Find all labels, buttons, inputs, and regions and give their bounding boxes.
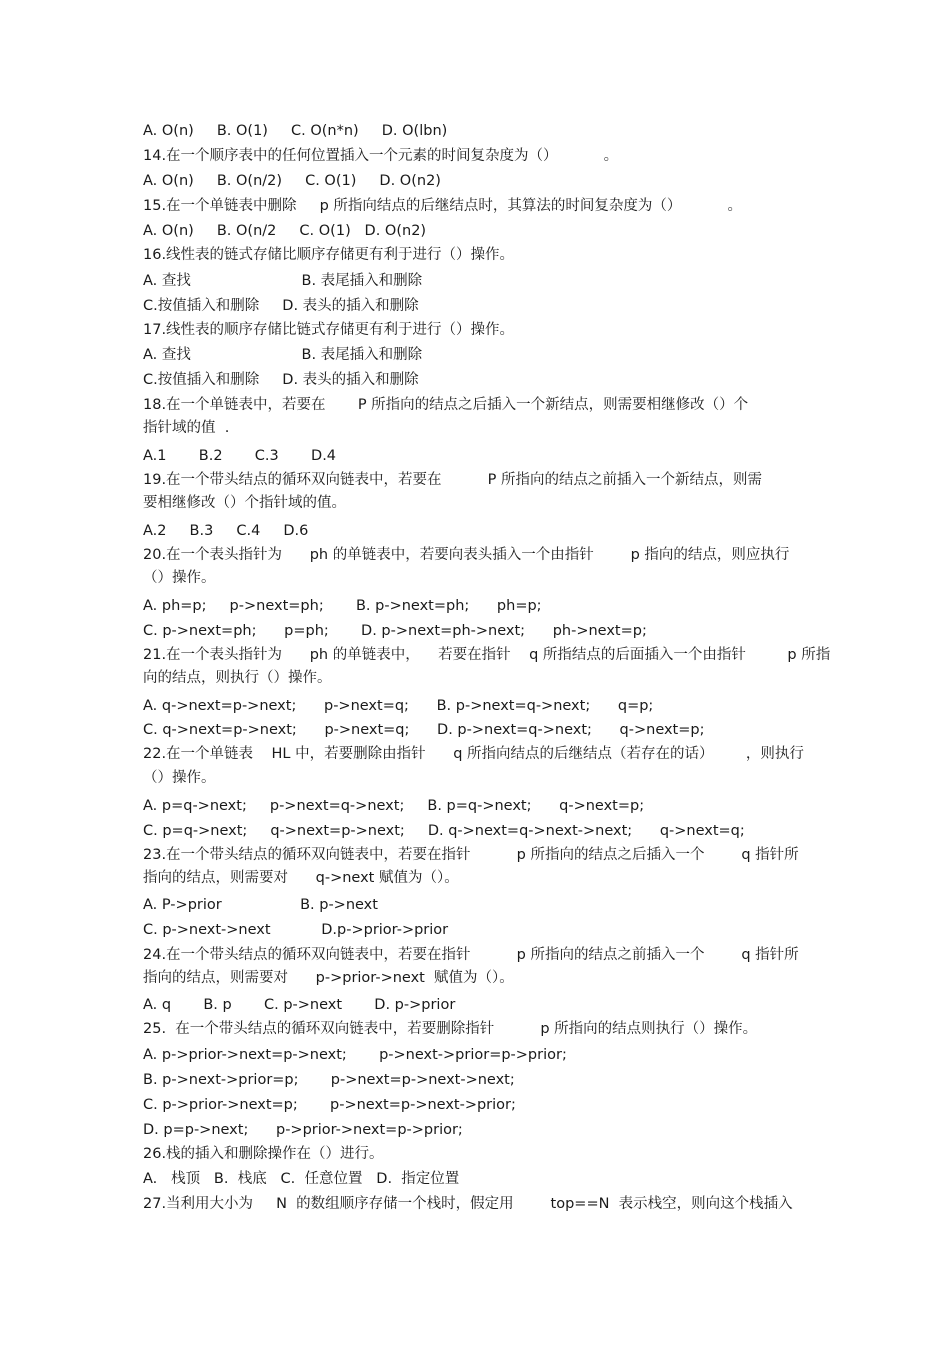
option-25-c: C. p->prior->next=p; p->next=p->next->prior; [143, 1097, 516, 1113]
question-14: 14.在一个顺序表中的任何位置插入一个元素的时间复杂度为（） 。 [143, 148, 619, 164]
options-22-cd: C. p=q->next; q->next=p->next; D. q->next=q->next->next; q->next=q; [143, 823, 745, 839]
options-17-ab: A. 查找 B. 表尾插入和删除 [143, 347, 423, 363]
text-line: A. O(n) B. O(1) C. O(n*n) D. O(lbn) [143, 123, 448, 139]
question-23: 23.在一个带头结点的循环双向链表中，若要在指针 p 所指向的结点之后插入一个 q 指针所 [143, 847, 799, 863]
question-18-cont: 指针域的值 . [143, 420, 230, 436]
question-24-cont: 指向的结点，则需要对 p->prior->next 赋值为（）。 [143, 970, 514, 986]
options-17-cd: C.按值插入和删除 D. 表头的插入和删除 [143, 372, 419, 388]
question-19: 19.在一个带头结点的循环双向链表中，若要在 P 所指向的结点之前插入一个新结点，则需 [143, 472, 763, 488]
options-18: A.1 B.2 C.3 D.4 [143, 448, 337, 464]
question-15: 15.在一个单链表中删除 p 所指向结点的后继结点时，其算法的时间复杂度为（） 。 [143, 198, 743, 214]
question-24: 24.在一个带头结点的循环双向链表中，若要在指针 p 所指向的结点之前插入一个 q 指针所 [143, 947, 799, 963]
options-26: A. 栈顶 B. 栈底 C. 任意位置 D. 指定位置 [143, 1171, 460, 1187]
options-20-cd: C. p->next=ph; p=ph; D. p->next=ph->next; ph->next=p; [143, 623, 647, 639]
question-21: 21.在一个表头指针为 ph 的单链表中， 若要在指针 q 所指结点的后面插入一个由指针 p 所指 [143, 647, 831, 663]
question-27: 27.当利用大小为 N 的数组顺序存储一个栈时，假定用 top==N 表示栈空，则向这个栈插入 [143, 1196, 793, 1212]
option-25-d: D. p=p->next; p->prior->next=p->prior; [143, 1122, 463, 1138]
question-19-cont: 要相继修改（）个指针域的值。 [143, 495, 346, 511]
question-20-cont: （）操作。 [143, 570, 216, 586]
question-26: 26.栈的插入和删除操作在（）进行。 [143, 1146, 384, 1162]
question-25: 25. 在一个带头结点的循环双向链表中，若要删除指针 p 所指向的结点则执行（）操作。 [143, 1021, 758, 1037]
question-20: 20.在一个表头指针为 ph 的单链表中，若要向表头插入一个由指针 p 指向的结点，则应执行 [143, 547, 790, 563]
options-14: A. O(n) B. O(n/2) C. O(1) D. O(n2) [143, 173, 441, 189]
question-21-cont: 向的结点，则执行（）操作。 [143, 670, 332, 686]
options-19: A.2 B.3 C.4 D.6 [143, 523, 309, 539]
options-24: A. q B. p C. p->next D. p->prior [143, 997, 456, 1013]
options-16-ab: A. 查找 B. 表尾插入和删除 [143, 273, 423, 289]
option-25-a: A. p->prior->next=p->next; p->next->prior=p->prior; [143, 1047, 567, 1063]
options-21-cd: C. q->next=p->next; p->next=q; D. p->next=q->next; q->next=p; [143, 722, 705, 738]
options-21-ab: A. q->next=p->next; p->next=q; B. p->next=q->next; q=p; [143, 698, 654, 714]
options-22-ab: A. p=q->next; p->next=q->next; B. p=q->next; q->next=p; [143, 798, 645, 814]
options-20-ab: A. ph=p; p->next=ph; B. p->next=ph; ph=p; [143, 598, 542, 614]
question-18: 18.在一个单链表中，若要在 P 所指向的结点之后插入一个新结点，则需要相继修改（）个 [143, 397, 749, 413]
question-16: 16.线性表的链式存储比顺序存储更有利于进行（）操作。 [143, 247, 515, 263]
question-17: 17.线性表的顺序存储比链式存储更有利于进行（）操作。 [143, 322, 515, 338]
options-15: A. O(n) B. O(n/2 C. O(1) D. O(n2) [143, 223, 427, 239]
options-23-cd: C. p->next->next D.p->prior->prior [143, 922, 449, 938]
question-22: 22.在一个单链表 HL 中，若要删除由指针 q 所指向结点的后继结点（若存在的话） ，则执行 [143, 746, 804, 762]
question-22-cont: （）操作。 [143, 770, 216, 786]
option-25-b: B. p->next->prior=p; p->next=p->next->next; [143, 1072, 515, 1088]
question-23-cont: 指向的结点，则需要对 q->next 赋值为（）。 [143, 870, 459, 886]
options-16-cd: C.按值插入和删除 D. 表头的插入和删除 [143, 298, 419, 314]
options-23-ab: A. P->prior B. p->next [143, 897, 378, 913]
